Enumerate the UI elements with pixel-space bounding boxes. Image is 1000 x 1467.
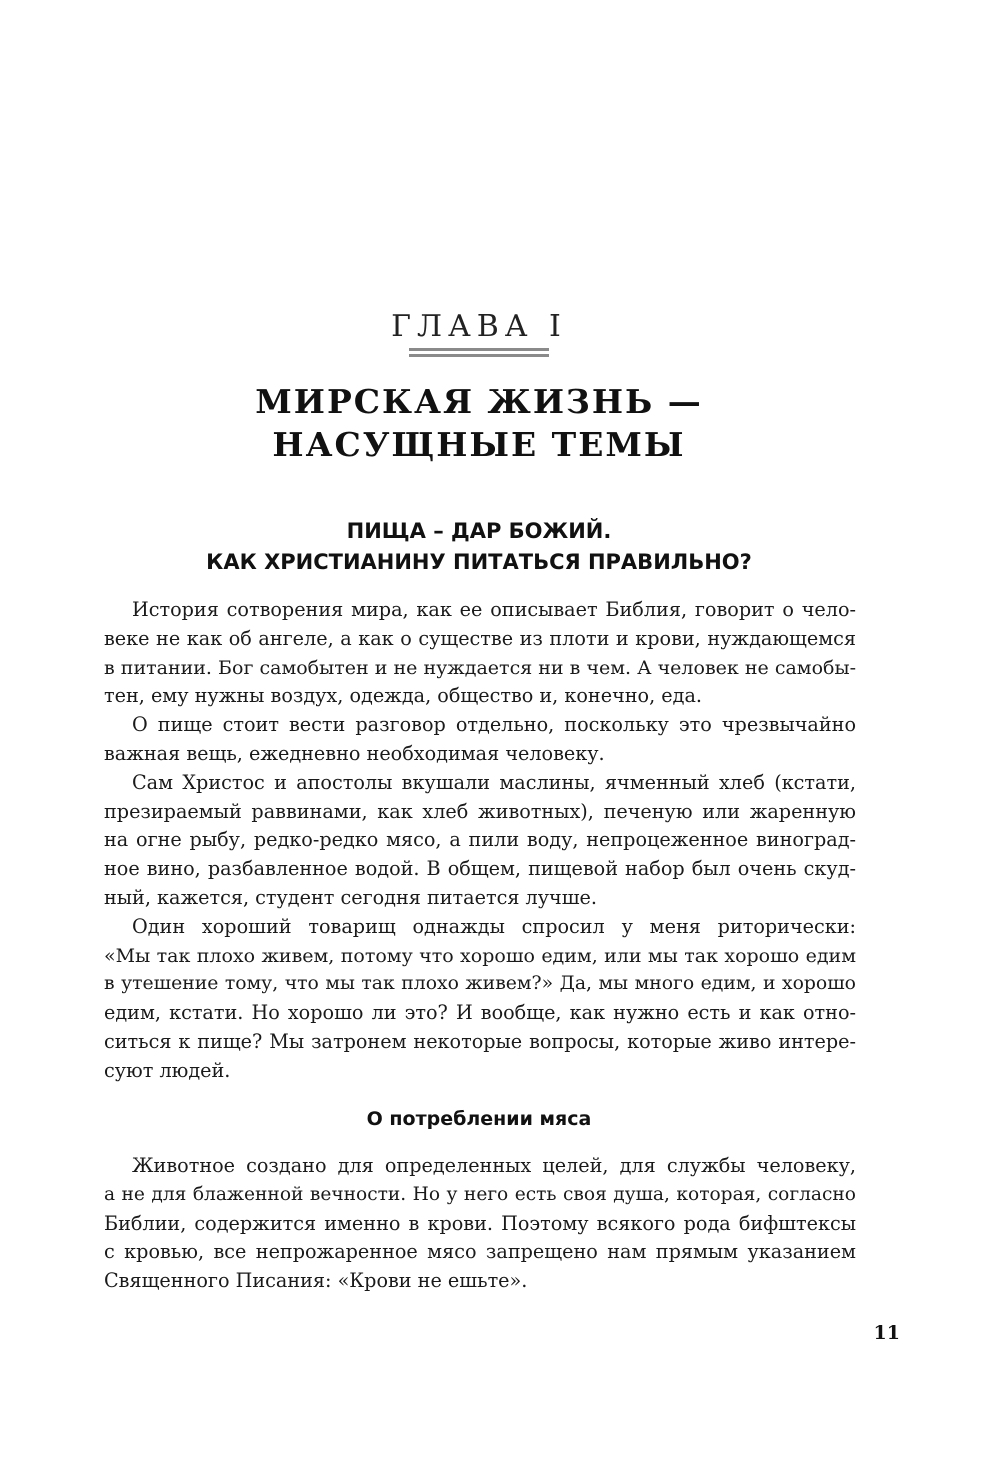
subsection-title: О потреблении мяса — [366, 1108, 592, 1130]
section-title — [0, 516, 958, 578]
text-line: суют людей. — [104, 1058, 231, 1082]
text-line: презираемый раввинами, как хлеб животных), печеную или жаренную — [104, 799, 856, 823]
text-line: в утешение тому, что мы так плохо живем?» Да, мы много едим, и хорошо — [104, 973, 856, 995]
paragraph — [104, 1152, 856, 1296]
chapter-label: ГЛАВА I — [391, 309, 567, 344]
paragraph — [104, 769, 856, 913]
text-line: Животное создано для определенных целей, для службы человеку, — [132, 1154, 856, 1177]
text-line: с кровью, все непрожаренное мясо запрещено нам прямым указанием — [104, 1240, 856, 1264]
page-number: 11 — [873, 1322, 900, 1344]
text-line: тен, ему нужны воздух, одежда, общество и, конечно, еда. — [104, 684, 702, 708]
chapter-title-line: МИРСКАЯ ЖИЗНЬ — — [255, 382, 703, 421]
text-line: Один хороший товарищ однажды спросил у меня риторически: — [132, 914, 856, 938]
text-line: Священного Писания: «Крови не ешьте». — [104, 1269, 528, 1293]
text-line: Библии, содержится именно в крови. Поэтому всякого рода бифштексы — [104, 1211, 856, 1235]
section-title-line: ПИЩА – ДАР БОЖИЙ. — [346, 519, 612, 543]
paragraph — [104, 711, 856, 769]
text-line: Сам Христос и апостолы вкушали маслины, ячменный хлеб (кстати, — [132, 770, 856, 794]
chapter-double-rule — [409, 348, 549, 360]
section-body — [104, 596, 856, 1086]
text-line: на огне рыбу, редко-редко мясо, а пили воду, непроцеженное виноград- — [104, 828, 856, 852]
paragraph — [104, 913, 856, 1086]
text-line: ный, кажется, студент сегодня питается лучше. — [104, 885, 597, 909]
text-line: ное вино, разбавленное водой. В общем, пищевой набор был очень скуд- — [104, 857, 856, 881]
section-title-line: КАК ХРИСТИАНИНУ ПИТАТЬСЯ ПРАВИЛЬНО? — [206, 550, 752, 574]
text-line: «Мы так плохо живем, потому что хорошо едим, или мы так хорошо едим — [104, 944, 856, 967]
text-line: ситься к пище? Мы затронем некоторые вопросы, которые живо интере- — [104, 1029, 856, 1053]
rule-line-bottom — [409, 354, 549, 357]
text-line: важная вещь, ежедневно необходимая человеку. — [104, 741, 605, 765]
text-line: в питании. Бог самобытен и не нуждается ни в чем. А человек не самобы- — [104, 656, 856, 679]
text-line: а не для блаженной вечности. Но у него есть своя душа, которая, согласно — [104, 1183, 856, 1205]
subsection-body — [104, 1152, 856, 1296]
text-line: История сотворения мира, как ее описывает Библия, говорит о чело- — [132, 598, 856, 621]
rule-line-top — [409, 348, 549, 351]
text-line: О пище стоит вести разговор отдельно, поскольку это чрезвычайно — [132, 713, 856, 737]
chapter-title-line: НАСУЩНЫЕ ТЕМЫ — [272, 425, 686, 464]
paragraph — [104, 596, 856, 711]
chapter-title — [0, 380, 958, 466]
text-line: едим, кстати. Но хорошо ли это? И вообще, как нужно есть и как отно- — [104, 1001, 856, 1025]
text-line: веке не как об ангеле, а как о существе из плоти и крови, нуждающемся — [104, 626, 856, 650]
